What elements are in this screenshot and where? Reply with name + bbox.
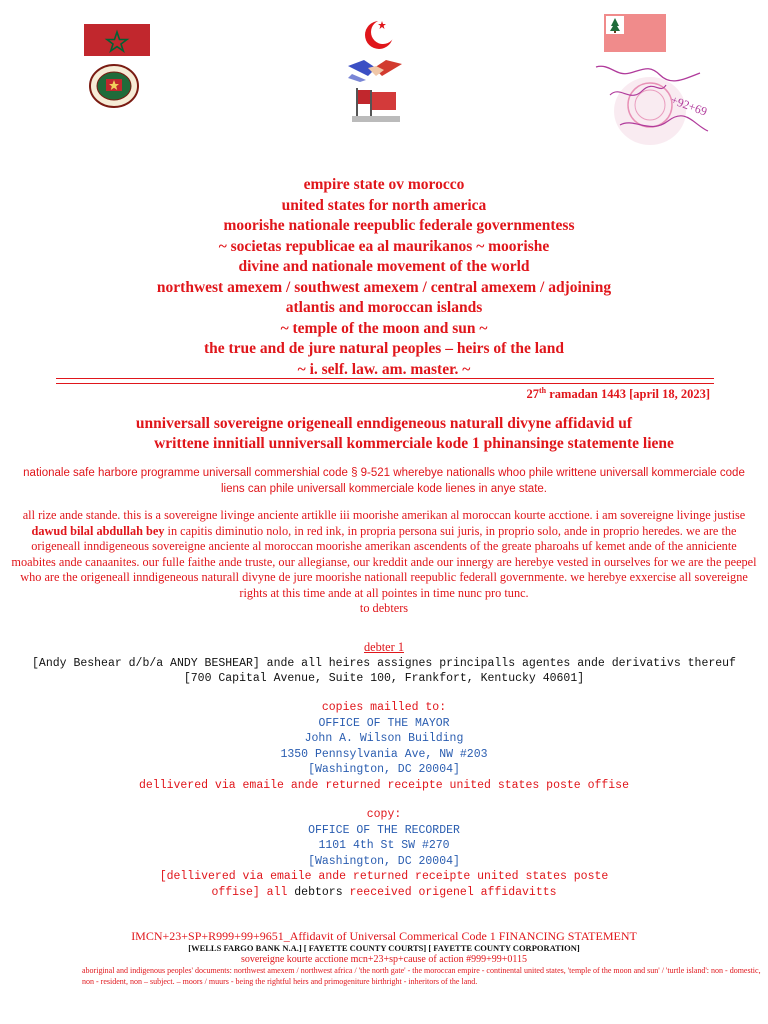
mayor-building: John A. Wilson Building [304,732,464,745]
debtor-section [0,640,768,687]
header-line: atlantis and moroccan islands [285,299,483,316]
divider [56,383,714,384]
sovereign-name: dawud bilal abdullah bey [31,523,165,538]
letterhead [0,175,768,380]
mayor-street: 1350 Pennsylvania Ave, NW #203 [280,747,488,761]
seal-emblem-icon [88,63,140,109]
mayor-city: [Washington, DC 20004] [308,763,460,776]
signature-stamp-icon [590,55,714,153]
declaration-paragraph: all rize ande stande. this is a sovereigne livinge anciente artiklle iii moorishe amerikan al moroccan kourte acctione. i am sovereigne livinge justise dawud bilal abdullah bey in capitis diminutio nolo, in red ink, in propria persona sui juris, in proprio solo, ande in proprio heredes. we are the origeneall inndigeneous sovereigne anciente al moroccan moorishe amerikan ascendents of the greate pharoahs uf kemet ande of the anniciente moabites ande canaanites. our fulle faithe ande truste, our allegianse, our kreddit ande our innergy are herebye vested in ourselves for we are the peepel who are the origeneall inndigeneous naturall divyne de jure moorishe nationall reepublic federall governmente. we herebye exxercise all sovereigne rights at this time ande at all pointes in time nunc pro tunc. to debters [11,508,757,615]
recorder-delivery: [dellivered via emaile ande returned receipte united states poste [159,870,609,883]
footer-parties: [WELLS FARGO BANK N.A.] [ FAYETTE COUNTY COURTS] [ FAYETTE COUNTY CORPORATION] [188,943,580,953]
document-title: unniversall sovereigne origeneall enndigeneous naturall divyne affidavid uf writtene innitiall unniversall kommerciale kode 1 phinansinge statemente liene [135,415,674,452]
recorder-office: OFFICE OF THE RECORDER [308,823,460,837]
copy-section [0,807,768,900]
footer-note: aboriginal and indigenous peoples' documents: northwest amexem / northwest africa / 'the north gate' - the moroccan empire - continental united states, 'temple of the moon and sun' / 'turtle island': non - domestic, non - resident, non – subject. – moors / muurs - being the rightful heirs and primogeniture birthright - inheritors of the land. [82,966,761,986]
header-line: ~ temple of the moon and sun ~ [280,319,488,337]
debtor-heading: debter 1 [364,640,404,654]
header-line: united states for north america [281,196,487,214]
flags-on-poles-icon [352,86,400,124]
pine-tree-flag-icon [604,14,666,52]
header-line: northwest amexem / southwest amexem / central amexem / adjoining [156,278,612,296]
mayor-delivery: dellivered via emaile ande returned receipte united states poste offise [139,778,629,792]
recorder-street: 1101 4th St SW #270 [318,839,450,852]
morocco-flag-icon [84,24,150,56]
debtor-name: [Andy Beshear d/b/a ANDY BESHEAR] ande all heires assignes principalls agentes ande derivativs thereuf [32,656,736,670]
header-line: ~ i. self. law. am. master. ~ [297,360,471,378]
svg-text:+92+69: +92+69 [668,92,710,119]
recorder-city: [Washington, DC 20004] [308,854,460,868]
safe-harbor-paragraph: nationale safe harbore programme universall commershial code § 9-521 wherebye nationalls whoo phile writtene universall kommerciale code liens can phile universall kommerciale kode lienes in anye state. [23,467,745,495]
mayor-office: OFFICE OF THE MAYOR [318,716,450,730]
crescent-star-icon [362,18,398,52]
document-date: 27th ramadan 1443 [april 18, 2023] [526,386,710,402]
recorder-delivery-note: offise] all debtors reeceived origenel affidavitts [211,885,557,899]
header-line: moorishe nationale reepublic federale governmentess [223,217,575,234]
copies-section [0,700,768,793]
copy-heading: copy: [366,808,402,821]
footer-reference: IMCN+23+SP+R999+99+9651_Affidavit of Universal Commerical Code 1 FINANCING STATEMENT [131,929,637,943]
header-line: divine and nationale movement of the world [238,258,530,275]
header-line: the true and de jure natural peoples – heirs of the land [203,340,565,357]
copies-heading: copies mailled to: [321,701,447,714]
divider [56,378,714,379]
debtor-address: [700 Capital Avenue, Suite 100, Frankfort, Kentucky 40601] [183,672,585,685]
header-line: ~ societas republicae ea al maurikanos ~ moorishe [218,237,550,255]
footer-cause: sovereigne kourte acctione mcn+23+sp+cause of action #999+99+0115 [240,954,528,965]
header-line: empire state ov morocco [303,176,465,193]
handshake-icon [346,54,404,84]
